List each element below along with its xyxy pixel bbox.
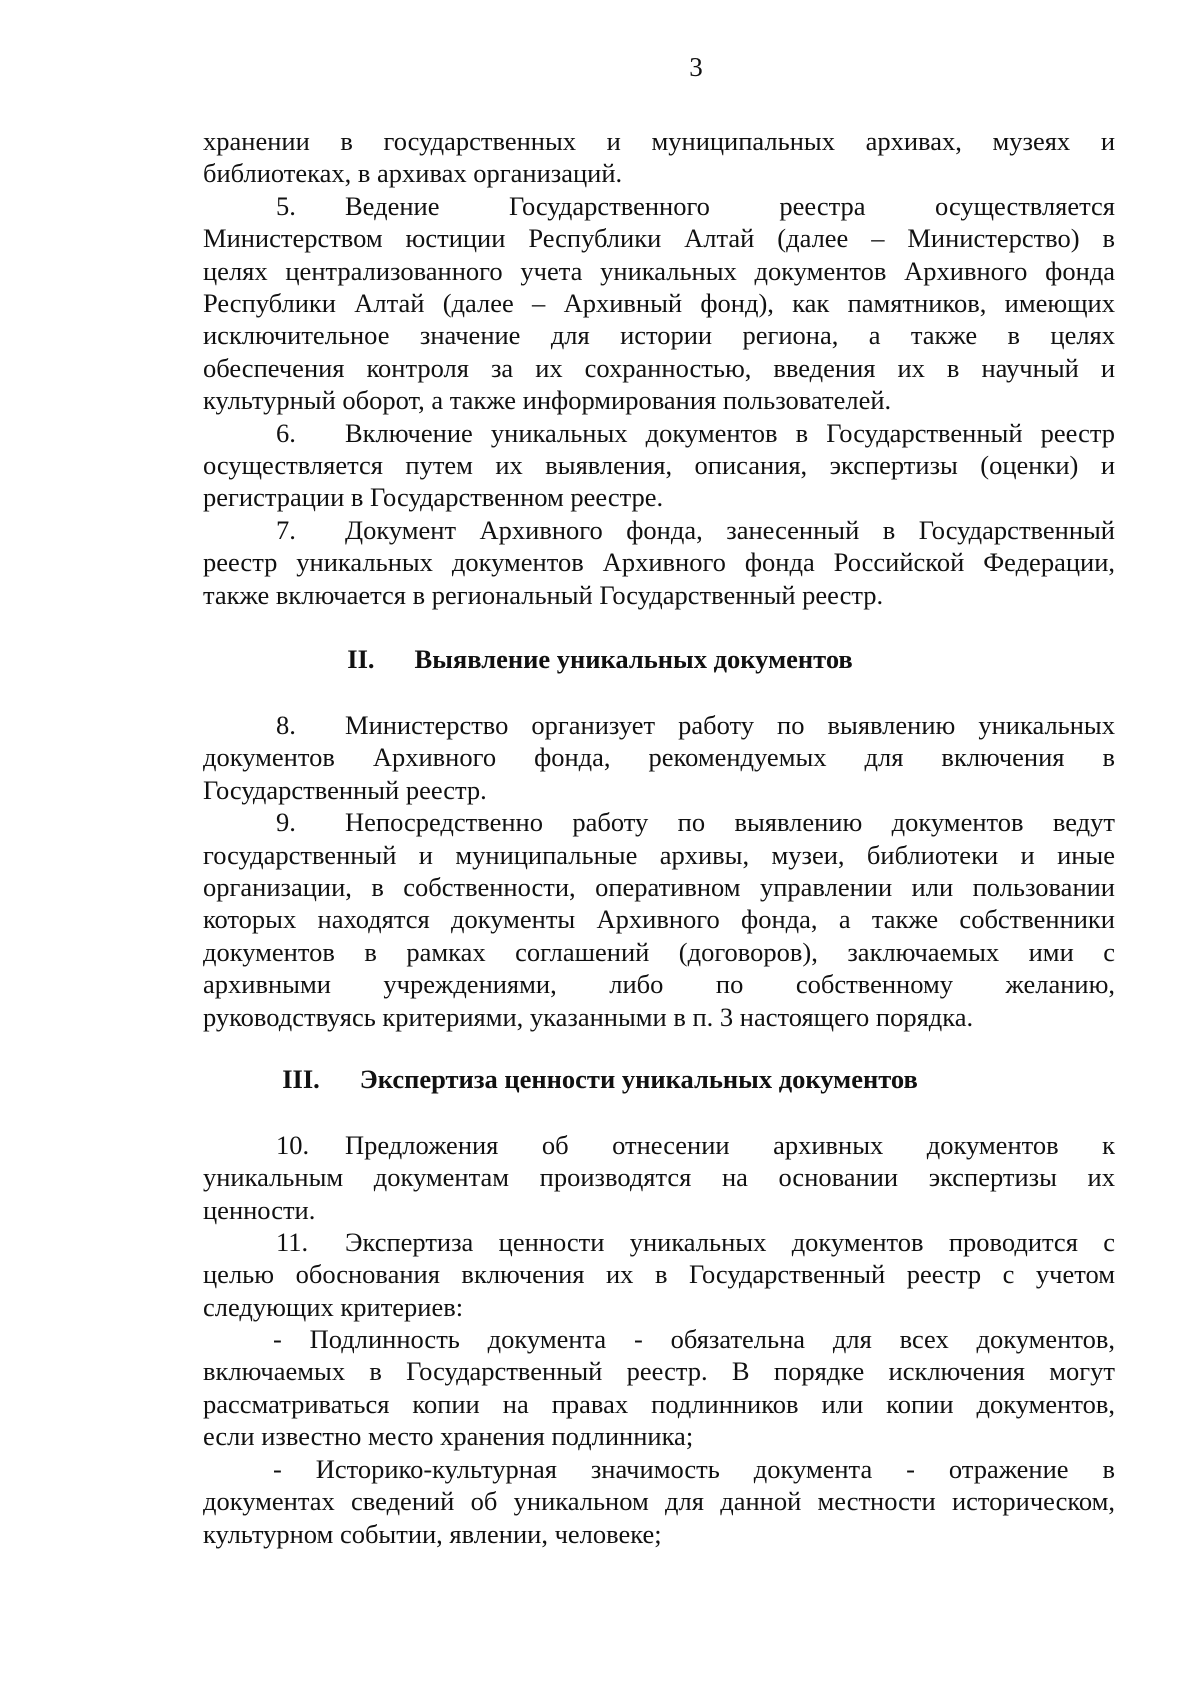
text-line: архивными учреждениями, либо по собственному желанию,: [203, 969, 1115, 1000]
paragraph-number: 10.: [276, 1130, 310, 1160]
text-line: Экспертиза ценности уникальных документов проводится с: [345, 1227, 1115, 1257]
paragraph-number: 8.: [276, 710, 296, 740]
paragraph-first-line: [203, 709, 1115, 741]
paragraph-number: 7.: [276, 514, 296, 545]
text-line: Республики Алтай (далее – Архивный фонд), как памятников, имеющих: [203, 288, 1115, 319]
text-line: Министерством юстиции Республики Алтай (далее – Министерство) в: [203, 223, 1115, 254]
text-line: документов в рамках соглашений (договоров), заключаемых ими с: [203, 936, 1115, 967]
text-line: реестр уникальных документов Архивного фонда Российской Федерации,: [203, 547, 1115, 578]
section-title: Выявление уникальных документов: [414, 644, 853, 674]
paragraph-8: [203, 709, 1115, 806]
text-line: осуществляется путем их выявления, описания, экспертизы (оценки) и: [203, 450, 1115, 480]
text-line: ценности.: [203, 1194, 316, 1225]
text-line: - Подлинность документа - обязательна для всех документов,: [273, 1324, 1115, 1354]
paragraph-number: 6.: [276, 417, 296, 448]
paragraph-continuation: [203, 125, 1115, 190]
paragraph-first-line: [203, 514, 1115, 546]
section-heading-3: [0, 1063, 1200, 1095]
paragraph-number: 9.: [276, 807, 296, 838]
paragraph-first-line: [203, 1226, 1115, 1258]
page-number: 3: [689, 52, 703, 82]
text-line: следующих критериев:: [203, 1291, 464, 1322]
text-line: документах сведений об уникальном для данной местности историческом,: [203, 1486, 1115, 1517]
text-line: обеспечения контроля за их сохранностью, введения их в научный и: [203, 352, 1115, 383]
section-title: Экспертиза ценности уникальных документов: [359, 1064, 918, 1094]
text-line: организации, в собственности, оперативном управлении или пользовании: [203, 872, 1115, 902]
paragraph-9: [203, 806, 1115, 1033]
text-line: уникальным документам производятся на основании экспертизы их: [203, 1162, 1115, 1193]
paragraph-number: 5.: [276, 190, 296, 221]
text-line: Документ Архивного фонда, занесенный в Государственный: [345, 514, 1115, 545]
paragraph-first-line: [203, 806, 1115, 838]
text-line: руководствуясь критериями, указанными в п. 3 настоящего порядка.: [203, 1001, 974, 1032]
paragraph-5: [203, 190, 1115, 417]
paragraph-first-line: [203, 1129, 1115, 1161]
text-line: культурном событии, явлении, человеке;: [203, 1518, 662, 1549]
text-line: Непосредственно работу по выявлению документов ведут: [345, 807, 1115, 838]
text-line: Предложения об отнесении архивных документов к: [345, 1130, 1115, 1160]
section-number: II.: [347, 644, 375, 674]
text-line: культурный оборот, а также информирования пользователей.: [203, 385, 892, 416]
text-line: библиотеках, в архивах организаций.: [203, 158, 623, 189]
text-line: хранении в государственных и муниципальных архивах, музеях и: [203, 126, 1115, 156]
section-heading-2: [0, 643, 1200, 675]
paragraph-11: [203, 1226, 1115, 1323]
paragraph-first-line: [203, 417, 1115, 449]
text-line: Ведение Государственного реестра осуществляется: [345, 190, 1115, 221]
criterion-significance: [203, 1453, 1115, 1550]
text-line: регистрации в Государственном реестре.: [203, 482, 664, 513]
text-line: целью обоснования включения их в Государственный реестр с учетом: [203, 1259, 1115, 1290]
text-line: Государственный реестр.: [203, 774, 487, 805]
text-line: которых находятся документы Архивного фонда, а также собственники: [203, 904, 1115, 935]
text-line: Министерство организует работу по выявлению уникальных: [345, 710, 1115, 740]
paragraph-first-line: [203, 190, 1115, 222]
text-line: если известно место хранения подлинника;: [203, 1421, 694, 1452]
text-line: государственный и муниципальные архивы, музеи, библиотеки и иные: [203, 839, 1115, 870]
paragraph-number: 11.: [276, 1227, 309, 1257]
text-line: включаемых в Государственный реестр. В порядке исключения могут: [203, 1356, 1115, 1387]
paragraph-6: [203, 417, 1115, 514]
text-line: исключительное значение для истории региона, а также в целях: [203, 320, 1115, 351]
text-line: целях централизованного учета уникальных документов Архивного фонда: [203, 255, 1115, 286]
text-line: документов Архивного фонда, рекомендуемых для включения в: [203, 742, 1115, 773]
paragraph-10: [203, 1129, 1115, 1226]
paragraph-7: [203, 514, 1115, 611]
text-line: - Историко-культурная значимость документа - отражение в: [273, 1454, 1115, 1484]
text-line: Включение уникальных документов в Государственный реестр: [345, 417, 1115, 448]
criterion-authenticity: [203, 1323, 1115, 1453]
text-line: также включается в региональный Государственный реестр.: [203, 579, 884, 610]
text-line: рассматриваться копии на правах подлинников или копии документов,: [203, 1388, 1115, 1419]
section-number: III.: [282, 1064, 320, 1094]
